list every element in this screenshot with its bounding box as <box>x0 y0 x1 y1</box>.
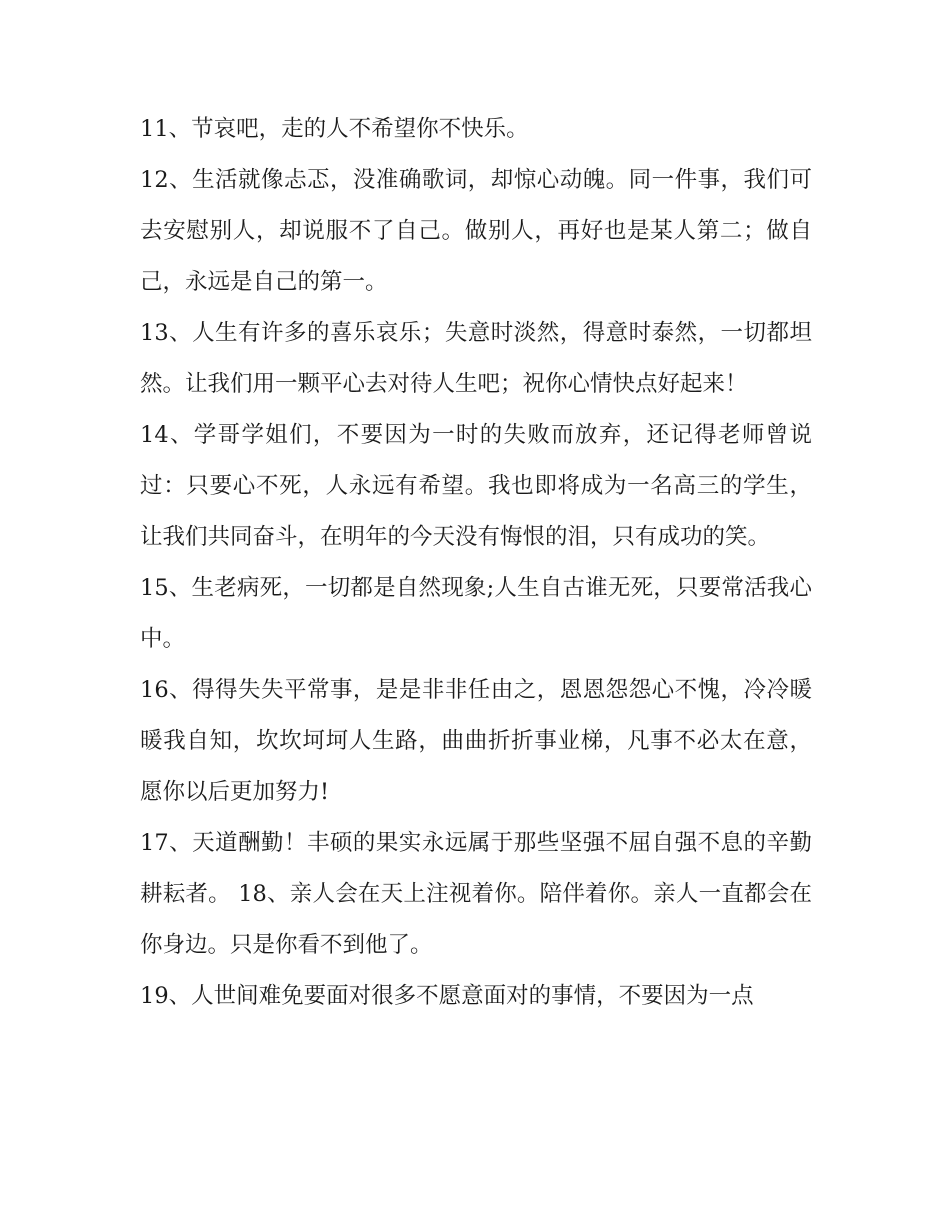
paragraph-13: 13、人生有许多的喜乐哀乐；失意时淡然，得意时泰然，一切都坦然。让我们用一颗平心去对待人生吧；祝你心情快点好起来！ <box>140 320 812 397</box>
paragraph-16: 16、得得失失平常事，是是非非任由之，恩恩怨怨心不愧，冷冷暖暖我自知，坎坎坷坷人生路，曲曲折折事业梯，凡事不必太在意，愿你以后更加努力! <box>140 677 812 805</box>
paragraph-17-18: 17、天道酬勤！丰硕的果实永远属于那些坚强不屈自强不息的辛勤耕耘者。 18、亲人会在天上注视着你。陪伴着你。亲人一直都会在你身边。只是你看不到他了。 <box>140 830 812 958</box>
paragraph-12: 12、生活就像忐忑，没准确歌词，却惊心动魄。同一件事，我们可去安慰别人，却说服不了自己。做别人，再好也是某人第二；做自己，永远是自己的第一。 <box>140 167 812 295</box>
paragraph-19: 19、人世间难免要面对很多不愿意面对的事情，不要因为一点 <box>140 983 754 1009</box>
paragraph-15: 15、生老病死，一切都是自然现象;人生自古谁无死，只要常活我心中。 <box>140 575 812 652</box>
paragraph-11: 11、节哀吧，走的人不希望你不快乐。 <box>140 116 529 142</box>
document-body <box>140 104 812 1022</box>
paragraph-14: 14、学哥学姐们，不要因为一时的失败而放弃，还记得老师曾说过：只要心不死，人永远有希望。我也即将成为一名高三的学生，让我们共同奋斗，在明年的今天没有悔恨的泪，只有成功的笑。 <box>140 422 812 550</box>
